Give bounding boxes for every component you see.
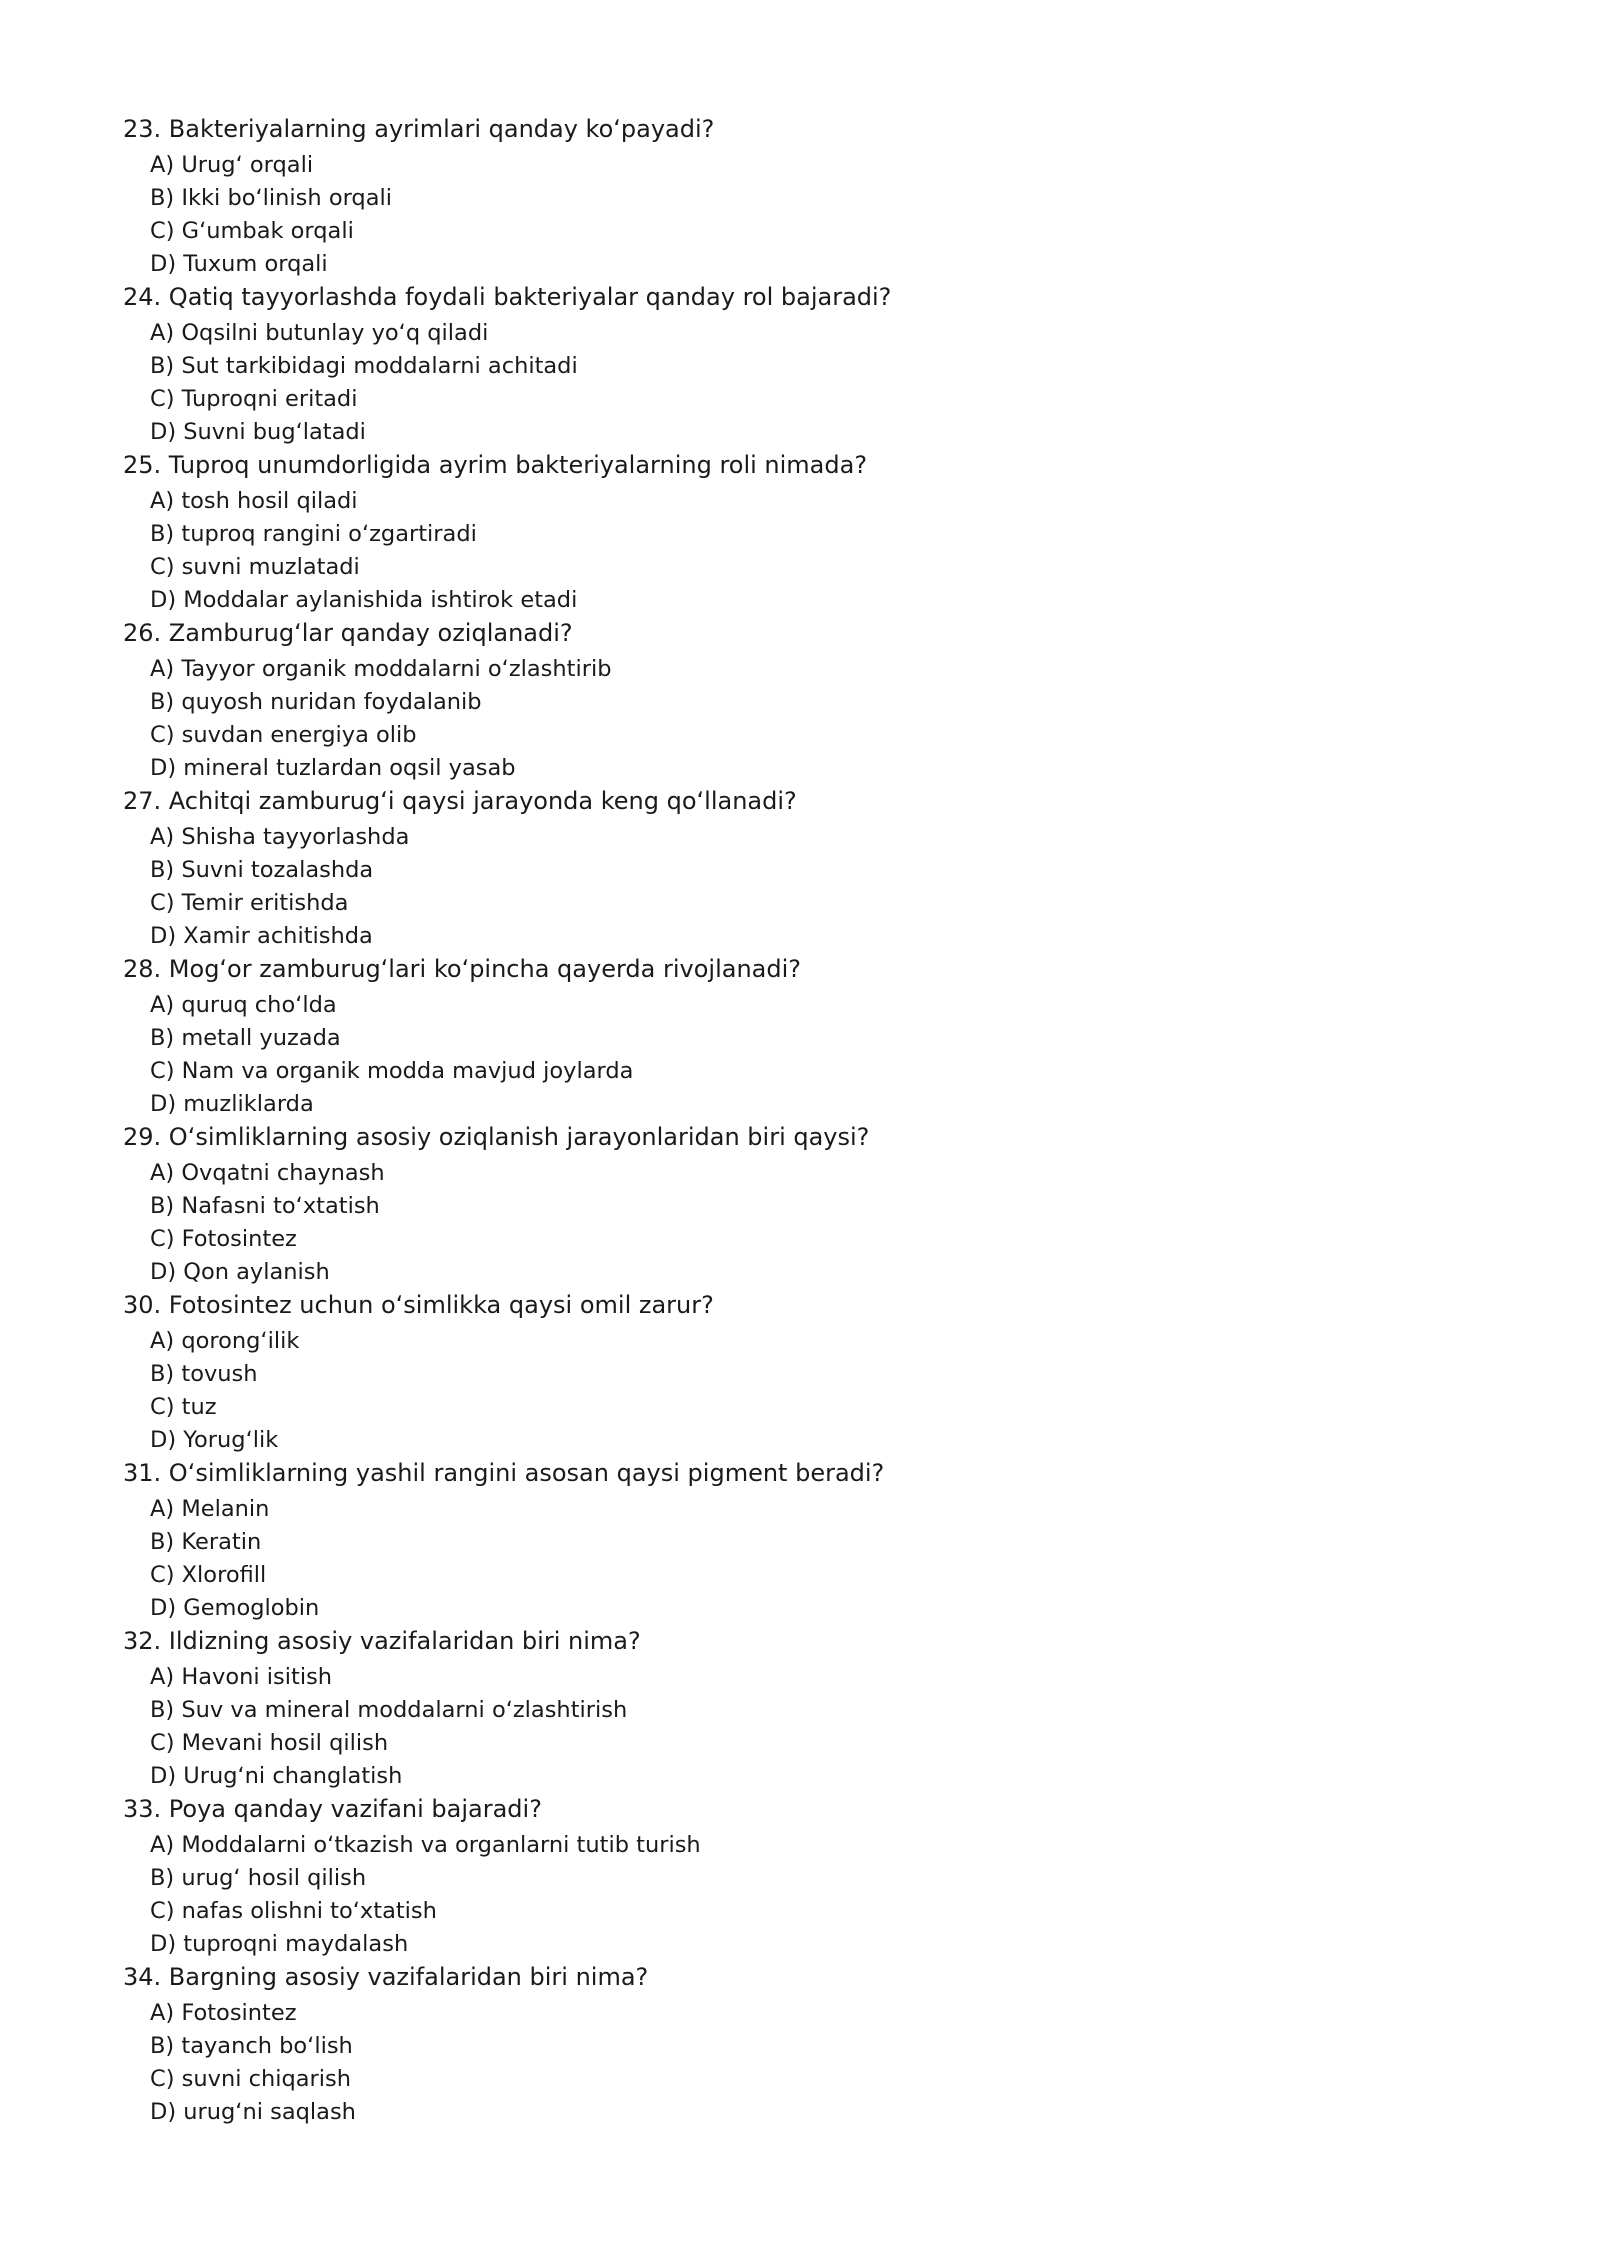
answer-option: D) Suvni bugʻlatadi — [150, 419, 366, 445]
answer-option: B) Keratin — [150, 1529, 262, 1555]
answer-option: B) Ikki boʻlinish orqali — [150, 185, 393, 211]
answer-options-list — [123, 149, 1483, 281]
question-text: 29. Oʻsimliklarning asosiy oziqlanish jarayonlaridan biri qaysi? — [123, 1123, 870, 1151]
question-block — [123, 785, 1483, 953]
answer-option: D) Moddalar aylanishida ishtirok etadi — [150, 587, 578, 613]
answer-option: B) tayanch boʻlish — [150, 2033, 353, 2059]
question-block — [123, 1793, 1483, 1961]
answer-option: C) suvdan energiya olib — [150, 722, 417, 748]
question-block — [123, 1121, 1483, 1289]
answer-option: A) Havoni isitish — [150, 1664, 333, 1690]
answer-option: C) Tuproqni eritadi — [150, 386, 358, 412]
answer-option: C) Gʻumbak orqali — [150, 218, 354, 244]
question-text: 28. Mogʻor zamburugʻlari koʻpincha qayerda rivojlanadi? — [123, 955, 801, 983]
answer-option: A) Melanin — [150, 1496, 270, 1522]
answer-option: B) Suvni tozalashda — [150, 857, 374, 883]
answer-options-list — [123, 821, 1483, 953]
answer-option: A) Ovqatni chaynash — [150, 1160, 385, 1186]
answer-option: B) urugʻ hosil qilish — [150, 1865, 367, 1891]
answer-option: B) Nafasni toʻxtatish — [150, 1193, 380, 1219]
answer-option: A) qorongʻilik — [150, 1328, 300, 1354]
question-text: 30. Fotosintez uchun oʻsimlikka qaysi omil zarur? — [123, 1291, 714, 1319]
answer-option: D) Gemoglobin — [150, 1595, 320, 1621]
answer-option: B) Suv va mineral moddalarni oʻzlashtirish — [150, 1697, 628, 1723]
answer-option: D) Urugʻni changlatish — [150, 1763, 403, 1789]
question-text: 24. Qatiq tayyorlashda foydali bakteriyalar qanday rol bajaradi? — [123, 283, 892, 311]
question-block — [123, 449, 1483, 617]
answer-option: C) Nam va organik modda mavjud joylarda — [150, 1058, 634, 1084]
question-text: 26. Zamburugʻlar qanday oziqlanadi? — [123, 619, 573, 647]
answer-options-list — [123, 1997, 1483, 2129]
question-block — [123, 1961, 1483, 2129]
answer-option: D) Tuxum orqali — [150, 251, 328, 277]
question-block — [123, 1457, 1483, 1625]
answer-option: C) Xlorofill — [150, 1562, 267, 1588]
answer-option: B) quyosh nuridan foydalanib — [150, 689, 482, 715]
question-block — [123, 1625, 1483, 1793]
answer-option: A) quruq choʻlda — [150, 992, 337, 1018]
answer-option: A) Urugʻ orqali — [150, 152, 314, 178]
answer-option: C) tuz — [150, 1394, 217, 1420]
question-text: 32. Ildizning asosiy vazifalaridan biri nima? — [123, 1627, 641, 1655]
answer-option: D) urugʻni saqlash — [150, 2099, 356, 2125]
answer-option: D) Yorugʻlik — [150, 1427, 279, 1453]
answer-option: C) Fotosintez — [150, 1226, 297, 1252]
answer-option: B) Sut tarkibidagi moddalarni achitadi — [150, 353, 578, 379]
answer-option: B) metall yuzada — [150, 1025, 341, 1051]
answer-option: D) mineral tuzlardan oqsil yasab — [150, 755, 516, 781]
answer-option: C) suvni muzlatadi — [150, 554, 360, 580]
answer-option: A) Moddalarni oʻtkazish va organlarni tutib turish — [150, 1832, 701, 1858]
answer-options-list — [123, 1493, 1483, 1625]
answer-options-list — [123, 653, 1483, 785]
answer-option: D) muzliklarda — [150, 1091, 314, 1117]
question-text: 23. Bakteriyalarning ayrimlari qanday koʻpayadi? — [123, 115, 715, 143]
answer-options-list — [123, 1325, 1483, 1457]
answer-option: C) Temir eritishda — [150, 890, 349, 916]
answer-option: B) tuproq rangini oʻzgartiradi — [150, 521, 477, 547]
answer-option: A) Tayyor organik moddalarni oʻzlashtirib — [150, 656, 612, 682]
question-block — [123, 617, 1483, 785]
answer-options-list — [123, 317, 1483, 449]
answer-option: D) tuproqni maydalash — [150, 1931, 409, 1957]
answer-option: D) Qon aylanish — [150, 1259, 330, 1285]
answer-option: A) Shisha tayyorlashda — [150, 824, 410, 850]
answer-options-list — [123, 989, 1483, 1121]
question-text: 31. Oʻsimliklarning yashil rangini asosan qaysi pigment beradi? — [123, 1459, 885, 1487]
answer-options-list — [123, 1661, 1483, 1793]
question-text: 25. Tuproq unumdorligida ayrim bakteriyalarning roli nimada? — [123, 451, 868, 479]
answer-option: D) Xamir achitishda — [150, 923, 373, 949]
question-text: 34. Bargning asosiy vazifalaridan biri nima? — [123, 1963, 649, 1991]
question-block — [123, 1289, 1483, 1457]
answer-options-list — [123, 1829, 1483, 1961]
answer-option: A) Oqsilni butunlay yoʻq qiladi — [150, 320, 489, 346]
answer-option: A) tosh hosil qiladi — [150, 488, 358, 514]
question-block — [123, 281, 1483, 449]
answer-option: A) Fotosintez — [150, 2000, 297, 2026]
answer-options-list — [123, 1157, 1483, 1289]
question-block — [123, 113, 1483, 281]
quiz-question-list — [123, 113, 1483, 2129]
answer-option: B) tovush — [150, 1361, 258, 1387]
question-block — [123, 953, 1483, 1121]
answer-option: C) nafas olishni toʻxtatish — [150, 1898, 437, 1924]
question-text: 27. Achitqi zamburugʻi qaysi jarayonda keng qoʻllanadi? — [123, 787, 797, 815]
answer-options-list — [123, 485, 1483, 617]
answer-option: C) suvni chiqarish — [150, 2066, 352, 2092]
answer-option: C) Mevani hosil qilish — [150, 1730, 389, 1756]
question-text: 33. Poya qanday vazifani bajaradi? — [123, 1795, 542, 1823]
